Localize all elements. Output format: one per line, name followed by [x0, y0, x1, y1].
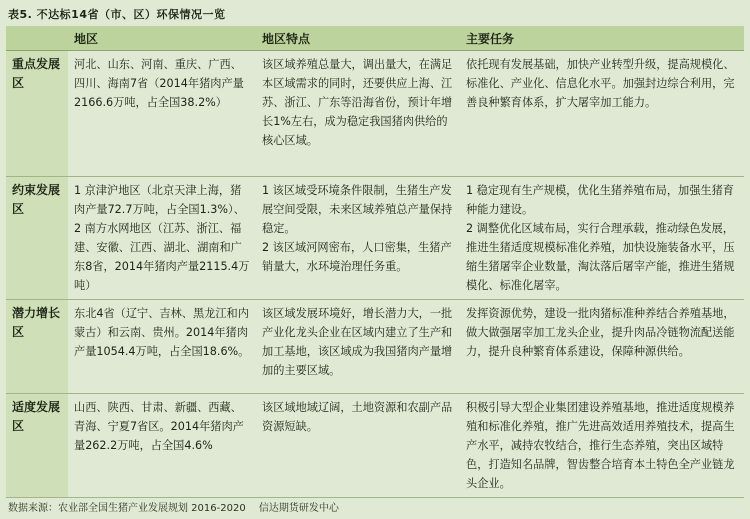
row-region: 河北、山东、河南、重庆、广西、四川、海南7省（2014年猪肉产量2166.6万吨，占全国38.2%）	[68, 51, 256, 177]
source-note: 数据来源：农业部全国生猪产业发展规划 2016-2020	[8, 503, 246, 514]
row-region: 东北4省（辽宁、吉林、黑龙江和内蒙古）和云南、贵州。2014年猪肉产量1054.4万吨，占全国18.6%。	[68, 300, 256, 394]
task-text: 2 调整优化区域布局，实行合理承载，推动绿色发展，推进生猪适度规模标准化养殖，加快设施装备水平，压缩生猪屠宰企业数量，淘汰落后屠宰产能，推进生猪规模化、标准化屠宰。	[466, 222, 735, 292]
region-line: 1 京津沪地区（北京天津上海，猪肉产量72.7万吨，占全国1.3%）、	[74, 184, 245, 216]
header-row	[6, 26, 744, 51]
org-note: 信达期货研发中心	[258, 503, 339, 514]
region-line: 2 南方水网地区（江苏、浙江、福建、安徽、江西、湖北、湖南和广东8省，2014年猪肉产量2115.4万吨）	[74, 222, 250, 292]
row-features	[256, 177, 460, 300]
task-text: 依托现有发展基础，加快产业转型升级，提高规模化、标准化、产业化、信息化水平。加强封边综合利用，完善良种繁育体系，扩大屠宰加工能力。	[466, 58, 735, 109]
feature-line: 2 该区域河网密布，人口密集，生猪产销量大，水环境治理任务重。	[262, 241, 452, 273]
table-title: 表5. 不达标14省（市、区）环保情况一览	[8, 8, 226, 21]
row-region	[68, 177, 256, 300]
row-tasks	[460, 394, 744, 498]
row-region: 山西、陕西、甘肃、新疆、西藏、青海、宁夏7省区。2014年猪肉产量262.2万吨，占全国4.6%	[68, 394, 256, 498]
row-type: 适度发展区	[6, 394, 68, 498]
row-features: 该区域养殖总量大，调出量大，在满足本区域需求的同时，还要供应上海、江苏、浙江、广东等沿海省份，预计年增长1%左右，成为稳定我国猪肉供给的核心区域。	[256, 51, 460, 177]
row-type: 约束发展区	[6, 177, 68, 300]
header-cell-features: 地区特点	[256, 26, 460, 51]
row-features: 该区域发展环境好，增长潜力大，一批产业化龙头企业在区域内建立了生产和加工基地，该区域成为我国猪肉产量增加的主要区域。	[256, 300, 460, 394]
table-row	[6, 394, 744, 498]
table-row	[6, 51, 744, 177]
row-tasks	[460, 177, 744, 300]
feature-line: 1 该区域受环境条件限制，生猪生产发展空间受限，未来区域养殖总产量保持稳定。	[262, 184, 453, 235]
task-text: 1 稳定现有生产规模，优化生猪养殖布局，加强生猪育种能力建设。	[466, 184, 734, 216]
row-features: 该区域地域辽阔，土地资源和农副产品资源短缺。	[256, 394, 460, 498]
task-text: 积极引导大型企业集团建设养殖基地，推进适度规模养殖和标准化养殖，推广先进高效适用养殖技术，提高生产水平，减持农牧结合，推行生态养殖，突出区域特色，打造知名品牌，智齿整合培育本土特色全产业链龙头企业。	[466, 401, 735, 490]
row-tasks	[460, 51, 744, 177]
row-type: 重点发展区	[6, 51, 68, 177]
footer	[8, 499, 349, 514]
table-row	[6, 177, 744, 300]
table-row	[6, 300, 744, 394]
header-cell-region: 地区	[68, 26, 256, 51]
task-text: 发挥资源优势，建设一批肉猪标准种养结合养殖基地，做大做强屠宰加工龙头企业，提升肉品冷链物流配送能力，提升良种繁育体系建设，保障种源供给。	[466, 307, 735, 358]
header-cell-tasks: 主要任务	[460, 26, 744, 51]
regional-table	[6, 26, 744, 498]
row-type: 潜力增长区	[6, 300, 68, 394]
header-cell-type	[6, 26, 68, 51]
row-tasks	[460, 300, 744, 394]
